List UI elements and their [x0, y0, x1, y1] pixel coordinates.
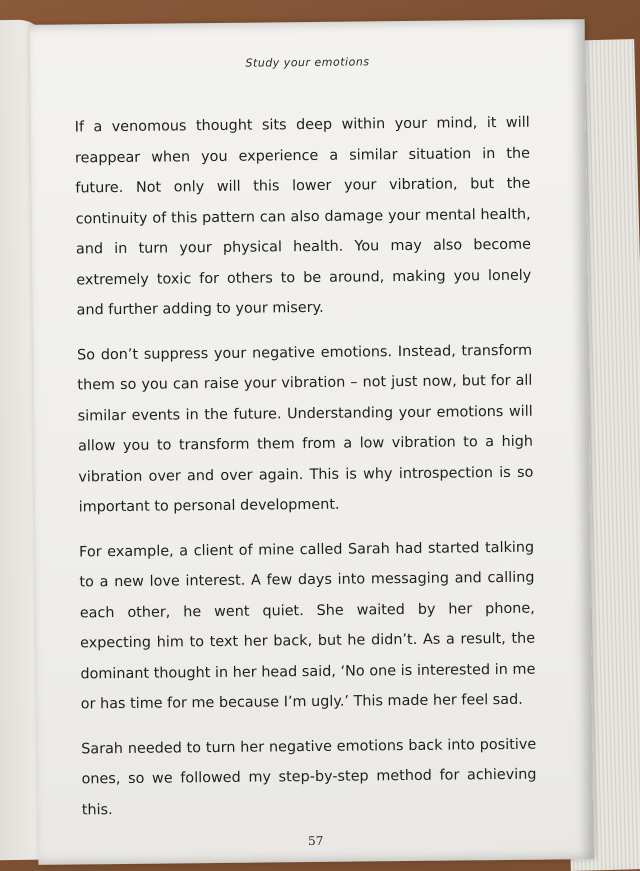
- running-head: Study your emotions: [245, 55, 370, 70]
- paragraph-3: For example, a client of mine called Sarah had started talking to a new love interest. A few days into messaging and calling each other, he went quiet. She waited by her phone, expecting him to text her back, but he didn’t. As a result, the dominant thought in her head said, ‘No one is interested in me or has time for me because I’m ugly.’ This made her feel sad.: [79, 539, 536, 713]
- body-text: [75, 108, 538, 840]
- paragraph-1: If a venomous thought sits deep within your mind, it will reappear when you experience a similar situation in the future. Not only will this lower your vibration, but the continuity of this pattern can also damage your mental health, and in turn your physical health. You may also become extremely toxic for others to be around, making you lonely and further adding to your misery.: [74, 114, 532, 319]
- paragraph-4: Sarah needed to turn her negative emotions back into positive ones, so we followed my step-by-step method for achieving this.: [81, 736, 537, 818]
- book-page: [30, 19, 594, 865]
- paragraph-2: So don’t suppress your negative emotions. Instead, transform them so you can raise your vibration – not just now, but for all similar events in the future. Understanding your emotions will allow you to transform them from a low vibration to a high vibration over and over again. This is why introspection is so important to personal development.: [76, 342, 534, 516]
- page-number: 57: [307, 833, 324, 849]
